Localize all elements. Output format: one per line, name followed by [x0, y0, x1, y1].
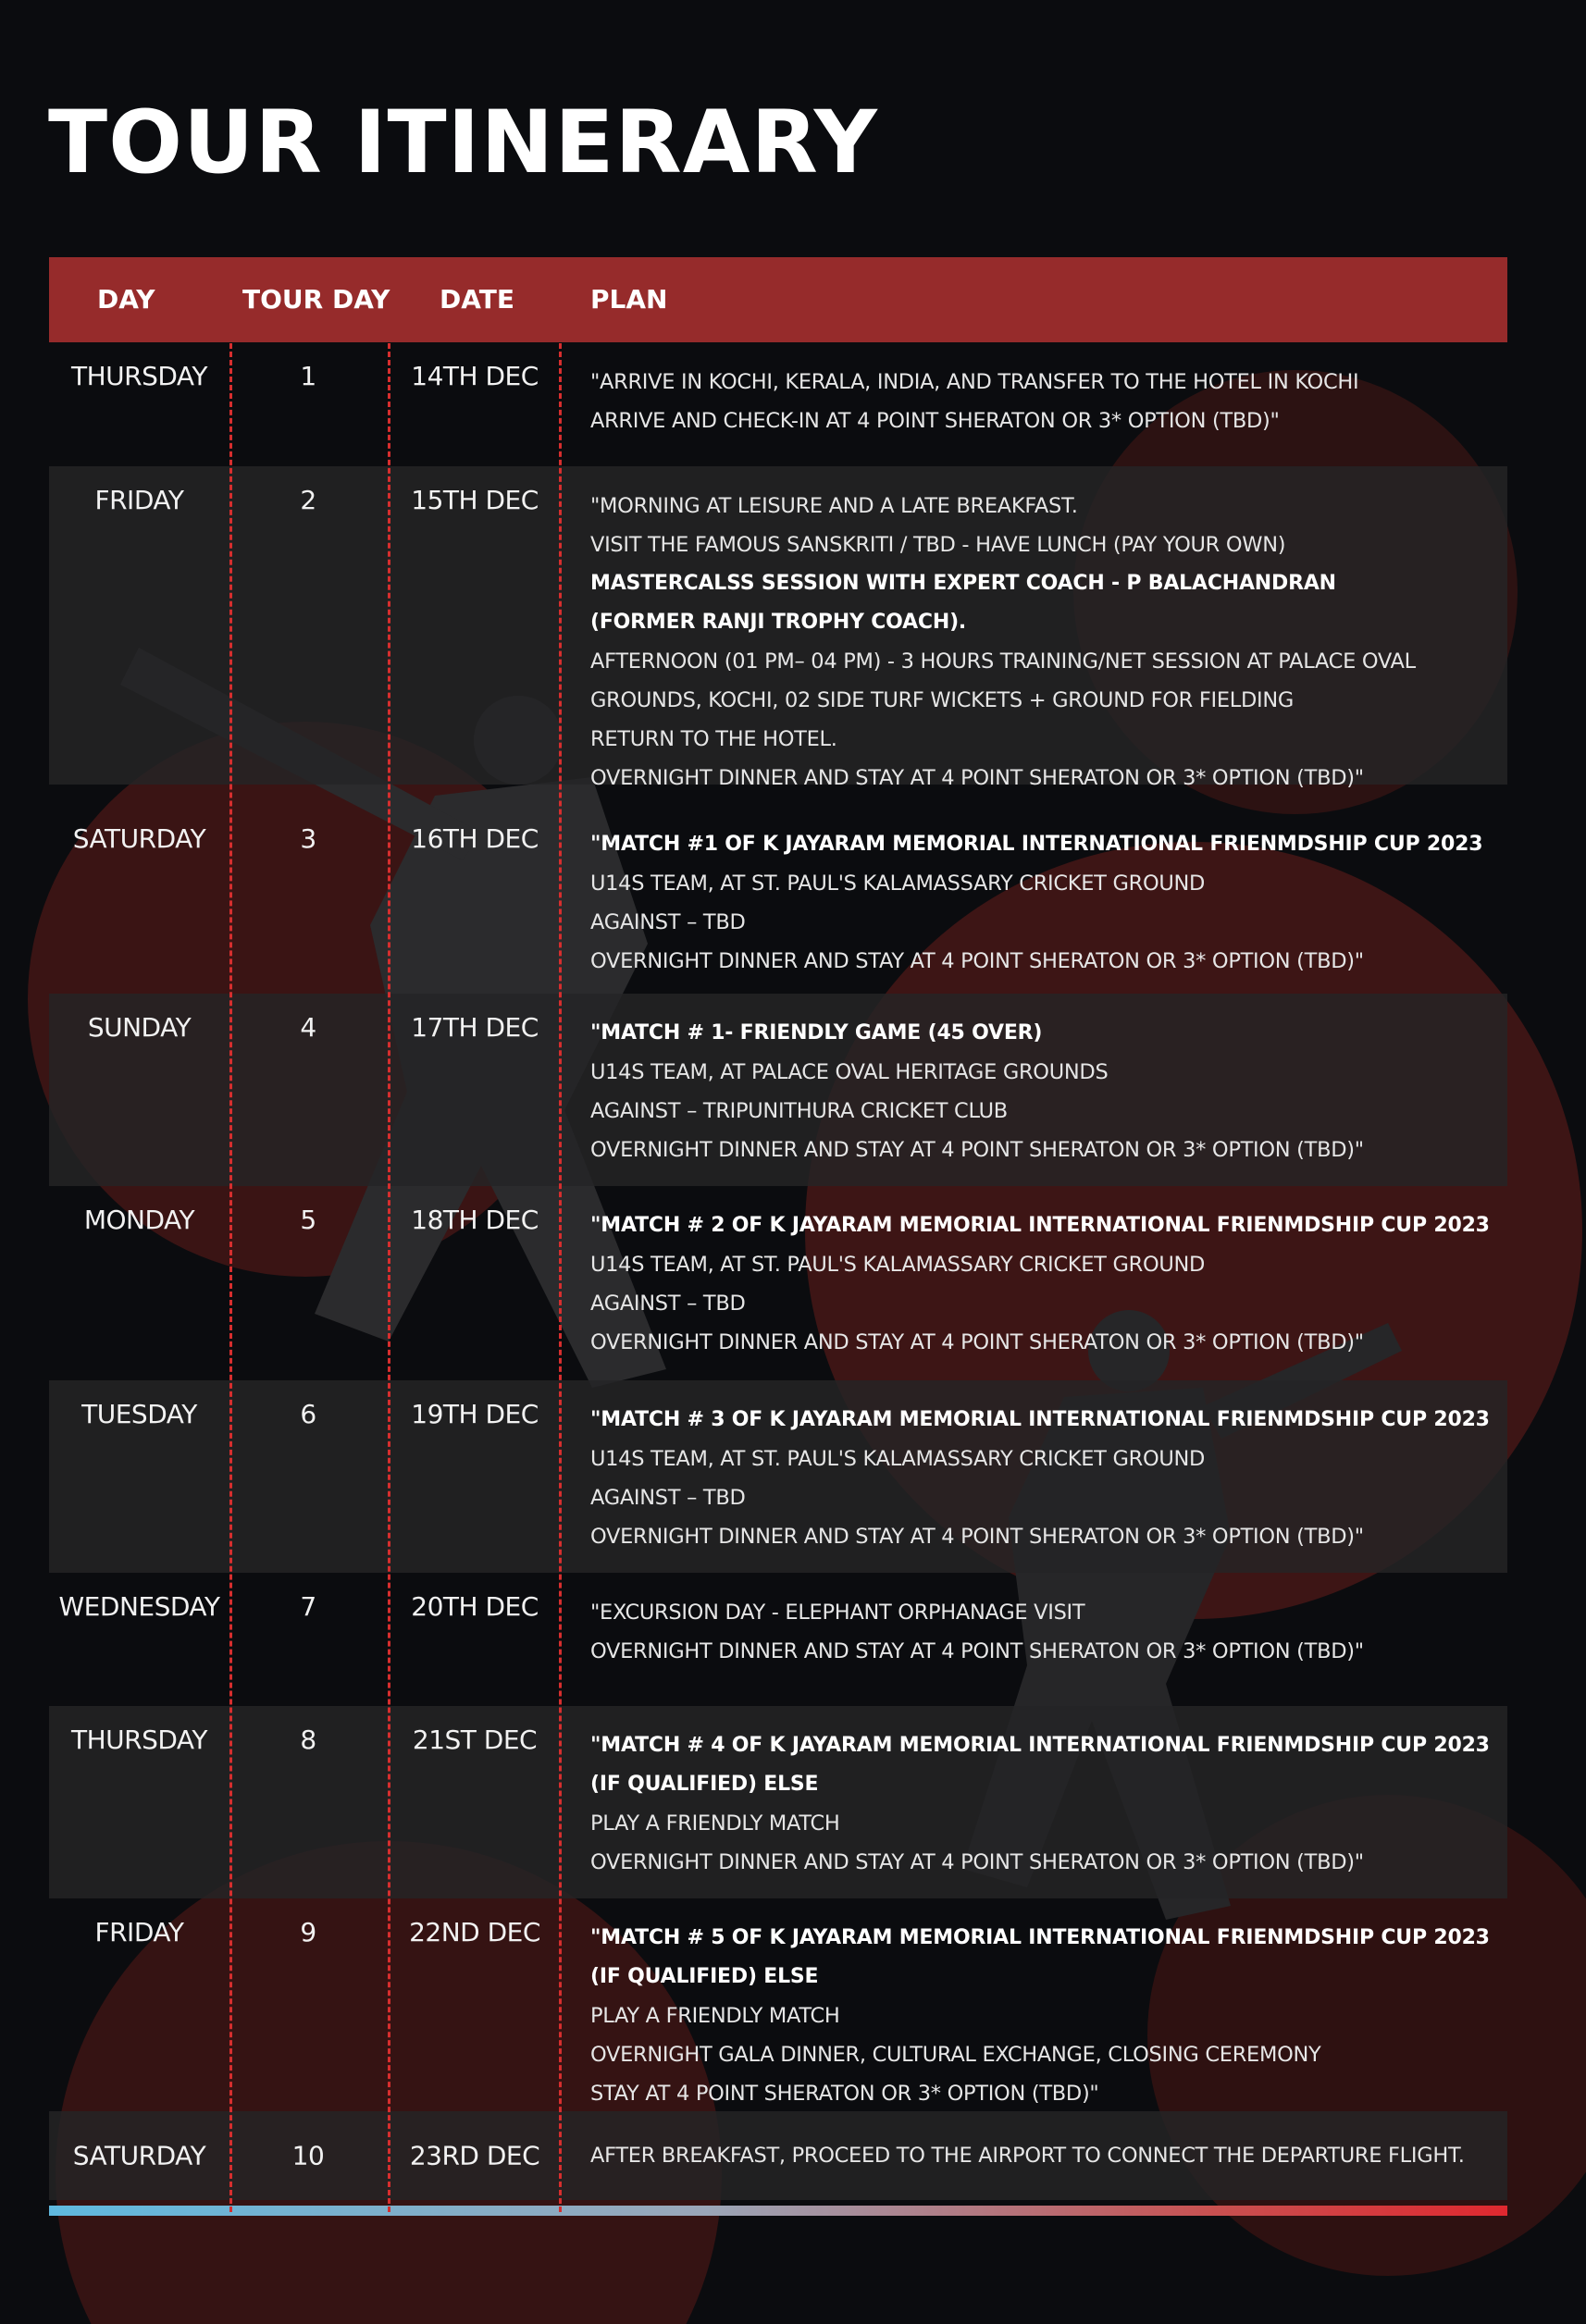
- plan-line: OVERNIGHT DINNER AND STAY AT 4 POINT SHERATON OR 3* OPTION (TBD)": [590, 1330, 1364, 1354]
- plan-cell: [590, 785, 1506, 994]
- plan-cell: [590, 1898, 1506, 2126]
- date-cell: 18TH DEC: [411, 1205, 539, 1235]
- date-cell: 14TH DEC: [411, 361, 539, 391]
- date-cell: 17TH DEC: [411, 1012, 539, 1043]
- plan-line: OVERNIGHT DINNER AND STAY AT 4 POINT SHERATON OR 3* OPTION (TBD)": [590, 766, 1364, 790]
- plan-line-bold: "MATCH # 1- FRIENDLY GAME (45 OVER): [590, 1021, 1043, 1045]
- plan-cell: [590, 1186, 1506, 1375]
- itinerary-table: [49, 257, 1507, 2200]
- plan-line: U14S TEAM, AT ST. PAUL'S KALAMASSARY CRICKET GROUND: [590, 1447, 1206, 1471]
- table-header: [49, 257, 1507, 342]
- day-cell: FRIDAY: [94, 485, 184, 515]
- page-title: TOUR ITINERARY: [48, 93, 878, 193]
- day-cell: THURSDAY: [70, 361, 208, 391]
- plan-line-bold: "MATCH # 3 OF K JAYARAM MEMORIAL INTERNATIONAL FRIENMDSHIP CUP 2023: [590, 1408, 1490, 1431]
- header-tour-day: TOUR DAY: [242, 284, 390, 315]
- day-cell: TUESDAY: [81, 1399, 197, 1429]
- plan-line: U14S TEAM, AT ST. PAUL'S KALAMASSARY CRICKET GROUND: [590, 872, 1206, 896]
- plan-line: RETURN TO THE HOTEL.: [590, 727, 837, 751]
- date-cell: 21ST DEC: [412, 1724, 538, 1755]
- date-cell: 16TH DEC: [411, 823, 539, 854]
- date-cell: 19TH DEC: [411, 1399, 539, 1429]
- tour-day-cell: 8: [300, 1724, 316, 1755]
- plan-cell: [590, 466, 1506, 810]
- day-cell: THURSDAY: [70, 1724, 208, 1755]
- plan-line: STAY AT 4 POINT SHERATON OR 3* OPTION (TBD)": [590, 2082, 1099, 2106]
- header-date: DATE: [440, 284, 514, 315]
- plan-line: OVERNIGHT GALA DINNER, CULTURAL EXCHANGE, CLOSING CEREMONY: [590, 2043, 1321, 2067]
- table-row: [49, 1573, 1507, 1706]
- plan-line: ARRIVE AND CHECK-IN AT 4 POINT SHERATON OR 3* OPTION (TBD)": [590, 409, 1280, 433]
- day-cell: SATURDAY: [72, 823, 206, 854]
- day-cell: SUNDAY: [87, 1012, 192, 1043]
- header-day: DAY: [97, 284, 155, 315]
- date-cell: 23RD DEC: [409, 2140, 540, 2171]
- plan-line: AGAINST – TBD: [590, 910, 746, 934]
- date-cell: 20TH DEC: [411, 1591, 539, 1622]
- plan-line-bold: MASTERCALSS SESSION WITH EXPERT COACH - P BALACHANDRAN: [590, 572, 1336, 595]
- plan-line: AGAINST – TRIPUNITHURA CRICKET CLUB: [590, 1099, 1008, 1123]
- plan-line: GROUNDS, KOCHI, 02 SIDE TURF WICKETS + GROUND FOR FIELDING: [590, 688, 1295, 712]
- tour-day-cell: 3: [300, 823, 316, 854]
- plan-cell: [590, 342, 1506, 453]
- plan-line: U14S TEAM, AT ST. PAUL'S KALAMASSARY CRICKET GROUND: [590, 1253, 1206, 1277]
- table-row: [49, 1706, 1507, 1898]
- tour-day-cell: 4: [300, 1012, 316, 1043]
- plan-line: VISIT THE FAMOUS SANSKRITI / TBD - HAVE LUNCH (PAY YOUR OWN): [590, 533, 1286, 557]
- plan-line-bold: "MATCH # 4 OF K JAYARAM MEMORIAL INTERNATIONAL FRIENMDSHIP CUP 2023: [590, 1734, 1490, 1757]
- day-cell: FRIDAY: [94, 1917, 184, 1947]
- plan-line: OVERNIGHT DINNER AND STAY AT 4 POINT SHERATON OR 3* OPTION (TBD)": [590, 1138, 1364, 1162]
- plan-line-bold: "MATCH # 5 OF K JAYARAM MEMORIAL INTERNATIONAL FRIENMDSHIP CUP 2023: [590, 1926, 1490, 1949]
- table-row: [49, 994, 1507, 1186]
- plan-line-bold: "MATCH # 2 OF K JAYARAM MEMORIAL INTERNATIONAL FRIENMDSHIP CUP 2023: [590, 1214, 1490, 1237]
- day-cell: MONDAY: [83, 1205, 195, 1235]
- plan-line: AFTERNOON (01 PM– 04 PM) - 3 HOURS TRAINING/NET SESSION AT PALACE OVAL: [590, 649, 1416, 674]
- plan-cell: [590, 1573, 1506, 1684]
- plan-line: U14S TEAM, AT PALACE OVAL HERITAGE GROUNDS: [590, 1060, 1109, 1084]
- plan-line-bold: "MATCH #1 OF K JAYARAM MEMORIAL INTERNATIONAL FRIENMDSHIP CUP 2023: [590, 833, 1483, 856]
- gradient-footer-bar: [49, 2206, 1507, 2216]
- tour-day-cell: 6: [300, 1399, 316, 1429]
- table-row: [49, 2111, 1507, 2200]
- date-cell: 22ND DEC: [409, 1917, 540, 1947]
- day-cell: SATURDAY: [72, 2140, 206, 2171]
- header-plan: PLAN: [590, 284, 668, 315]
- tour-day-cell: 5: [300, 1205, 316, 1235]
- plan-cell: [590, 2111, 1506, 2200]
- table-row: [49, 1186, 1507, 1380]
- plan-line: PLAY A FRIENDLY MATCH: [590, 2004, 840, 2028]
- day-cell: WEDNESDAY: [58, 1591, 220, 1622]
- plan-line: AGAINST – TBD: [590, 1486, 746, 1510]
- plan-line: OVERNIGHT DINNER AND STAY AT 4 POINT SHERATON OR 3* OPTION (TBD)": [590, 1639, 1364, 1663]
- plan-line: OVERNIGHT DINNER AND STAY AT 4 POINT SHERATON OR 3* OPTION (TBD)": [590, 1850, 1364, 1874]
- tour-day-cell: 1: [300, 361, 316, 391]
- plan-line-bold: (IF QUALIFIED) ELSE: [590, 1773, 819, 1796]
- plan-line: OVERNIGHT DINNER AND STAY AT 4 POINT SHERATON OR 3* OPTION (TBD)": [590, 949, 1364, 973]
- date-cell: 15TH DEC: [411, 485, 539, 515]
- plan-line-bold: (FORMER RANJI TROPHY COACH).: [590, 611, 967, 634]
- column-divider: [229, 343, 232, 2212]
- tour-day-cell: 2: [300, 485, 316, 515]
- column-divider: [388, 343, 390, 2212]
- plan-line: "ARRIVE IN KOCHI, KERALA, INDIA, AND TRANSFER TO THE HOTEL IN KOCHI: [590, 370, 1359, 394]
- table-row: [49, 466, 1507, 790]
- tour-day-cell: 9: [300, 1917, 316, 1947]
- plan-line: OVERNIGHT DINNER AND STAY AT 4 POINT SHERATON OR 3* OPTION (TBD)": [590, 1525, 1364, 1549]
- table-row: [49, 342, 1507, 466]
- plan-line: PLAY A FRIENDLY MATCH: [590, 1811, 840, 1836]
- column-divider: [559, 343, 562, 2212]
- table-row: [49, 1380, 1507, 1573]
- tour-day-cell: 10: [291, 2140, 325, 2171]
- tour-day-cell: 7: [300, 1591, 316, 1622]
- plan-line-bold: (IF QUALIFIED) ELSE: [590, 1965, 819, 1988]
- plan-line: "MORNING AT LEISURE AND A LATE BREAKFAST.: [590, 494, 1078, 518]
- plan-line: AGAINST – TBD: [590, 1292, 746, 1316]
- plan-line: "EXCURSION DAY - ELEPHANT ORPHANAGE VISIT: [590, 1601, 1085, 1625]
- plan-cell: [590, 1380, 1506, 1569]
- plan-line: AFTER BREAKFAST, PROCEED TO THE AIRPORT TO CONNECT THE DEPARTURE FLIGHT.: [590, 2144, 1465, 2168]
- plan-cell: [590, 1706, 1506, 1895]
- table-row: [49, 1898, 1507, 2111]
- table-row: [49, 785, 1507, 994]
- plan-cell: [590, 994, 1506, 1182]
